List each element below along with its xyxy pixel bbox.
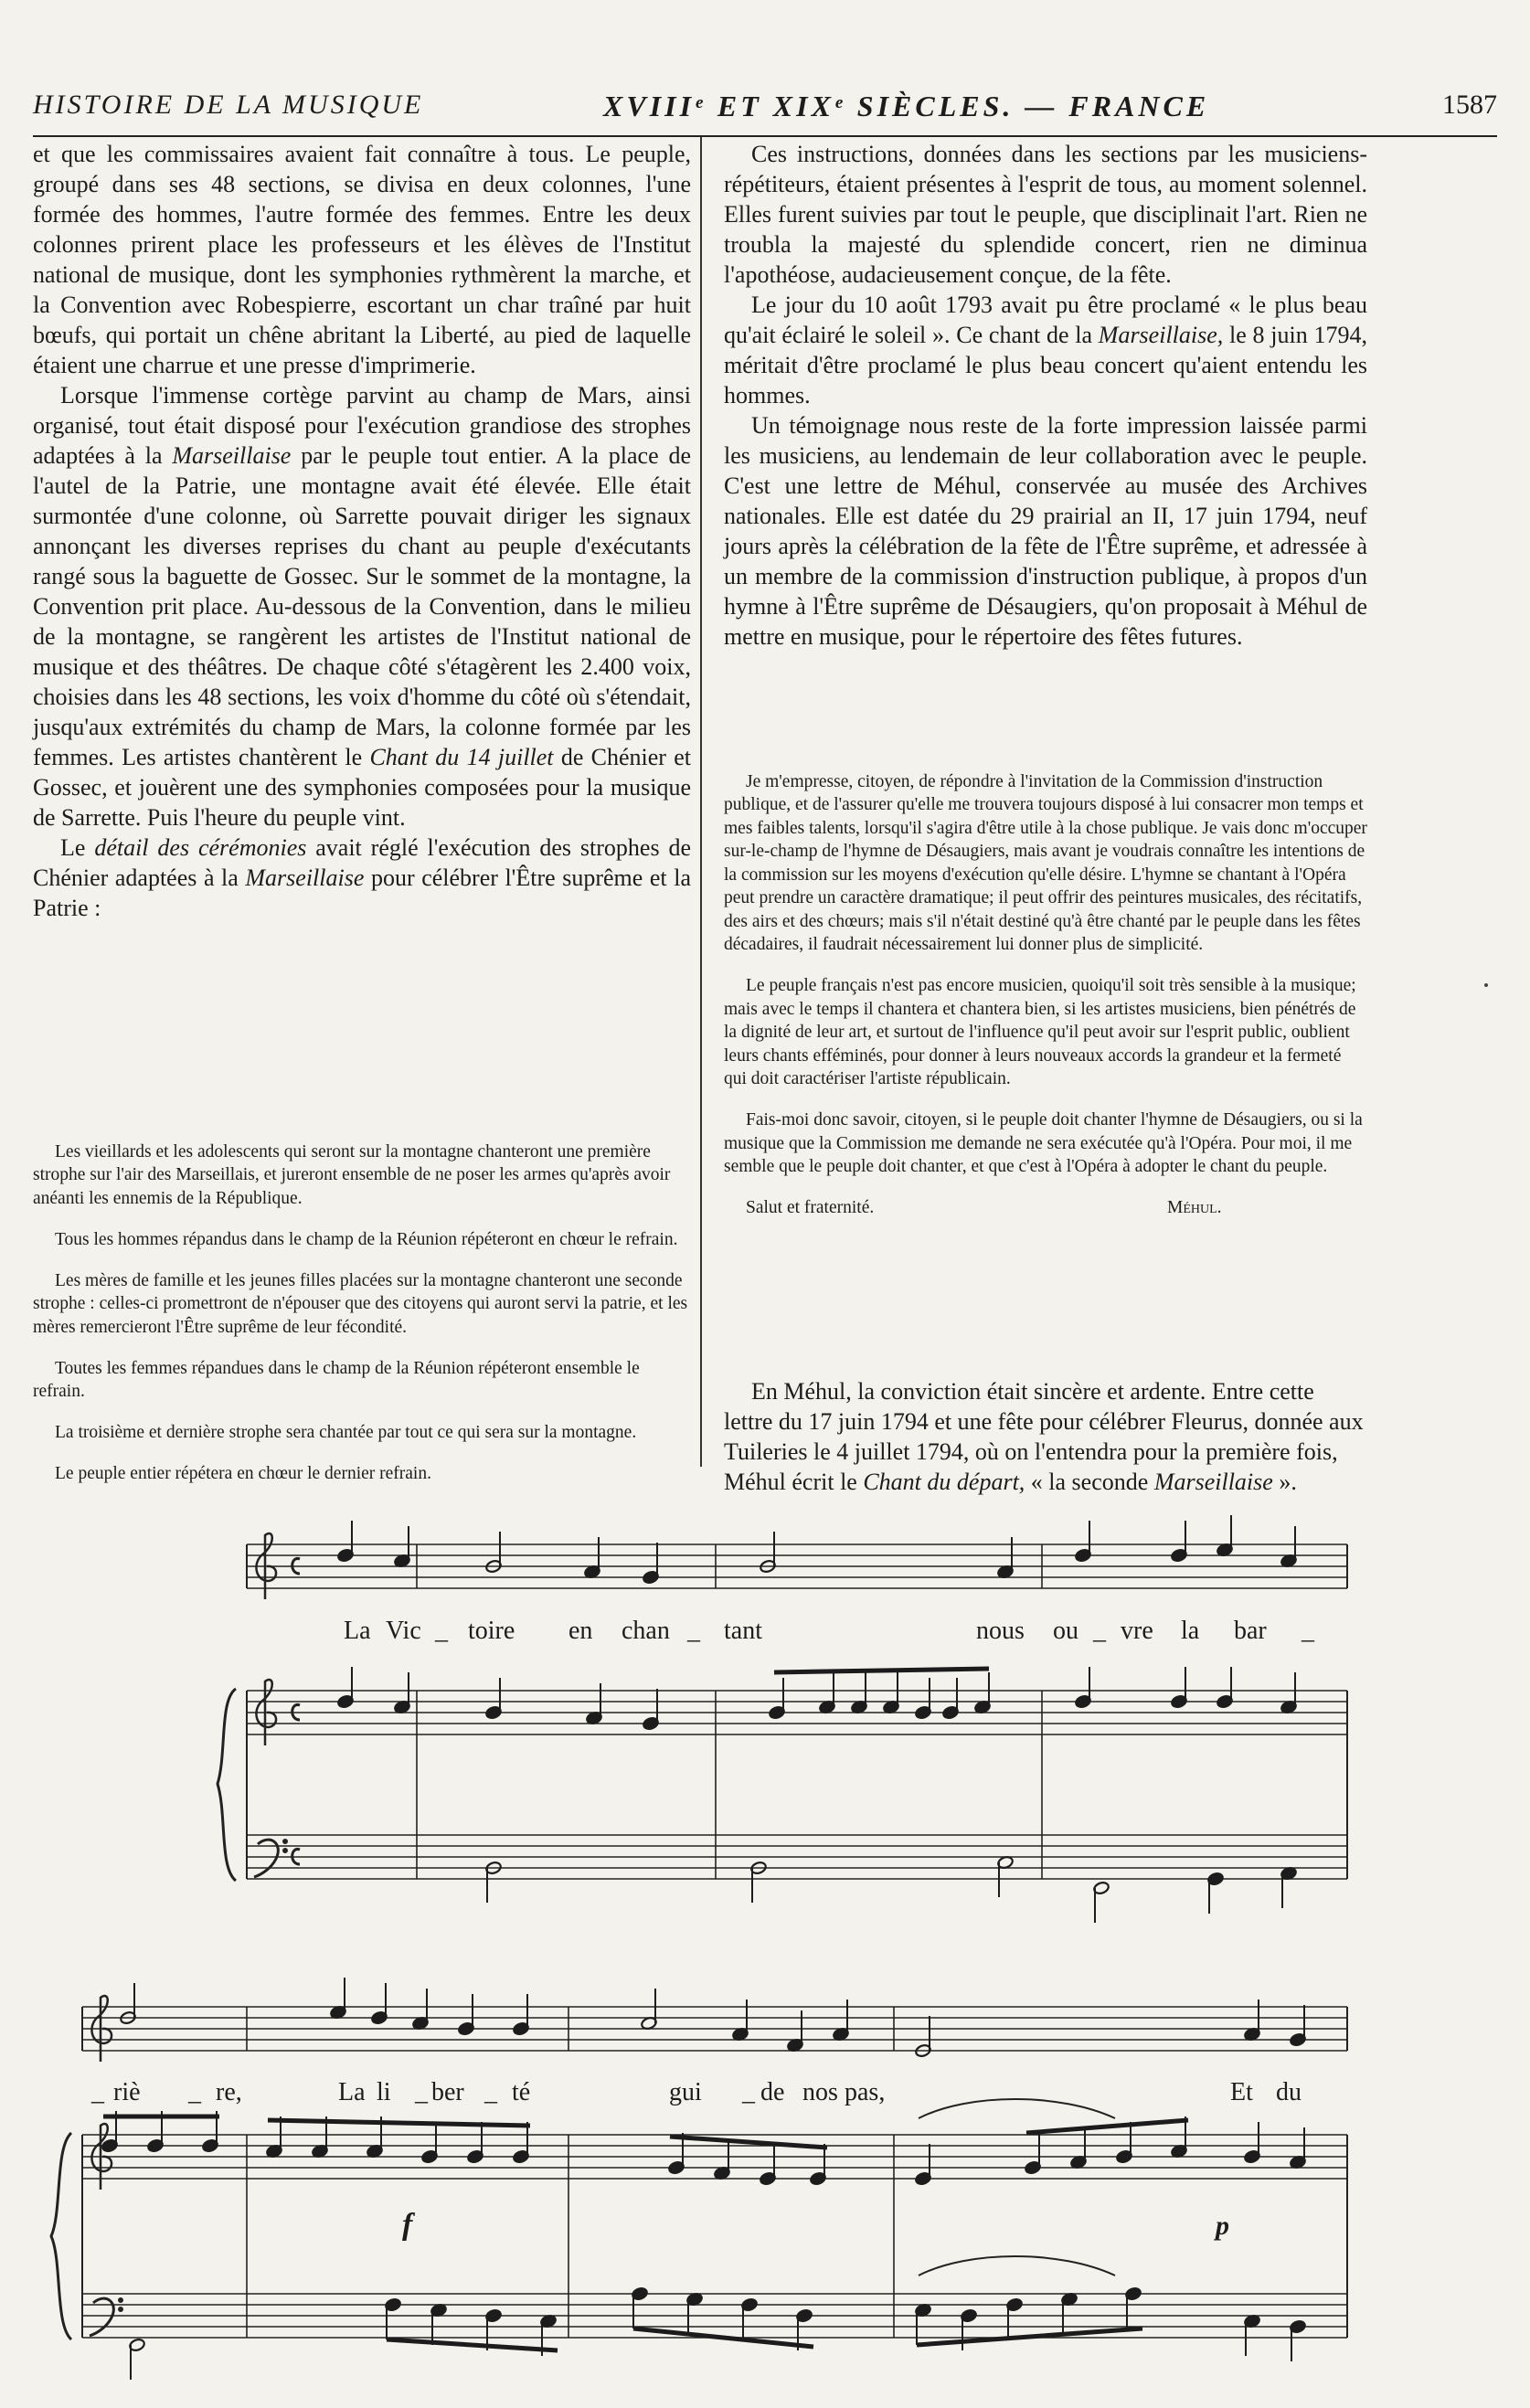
lyric-syllable: gui <box>669 2078 702 2106</box>
page-number: 1587 <box>1442 90 1497 120</box>
header-center-title: XVIIIᵉ ET XIXᵉ SIÈCLES. — FRANCE <box>603 90 1210 122</box>
system-1-bass-staff <box>247 1835 1347 1879</box>
piano-treble-note <box>1171 1667 1188 1709</box>
voice-note <box>330 1978 347 2020</box>
right-paragraph-2: Le jour du 10 août 1793 avait pu être proclamé « le plus beau qu'ait éclairé le soleil ». Ce chant de la Marseillaise, le 8 juin 1794, méritait d'être proclamé le plus beau concert qu'aient entendu les hommes. <box>724 292 1367 408</box>
voice-note <box>1280 1526 1298 1568</box>
lyric-syllable: en <box>568 1617 593 1645</box>
piano-treble-note <box>266 2116 283 2159</box>
quote-line: La troisième et dernière strophe sera chantée par tout ce qui sera sur la montagne. <box>55 1423 637 1442</box>
piano-treble-note <box>1290 2127 1307 2169</box>
beam <box>268 2120 530 2126</box>
piano-treble-note <box>337 1667 355 1709</box>
lyric-syllable: re, <box>216 2078 242 2106</box>
lyric-syllable: té <box>512 2078 531 2106</box>
dynamic-forte: f <box>402 2208 413 2242</box>
piano-treble-note <box>883 1672 900 1714</box>
bass-note <box>1280 1866 1298 1908</box>
letter-paragraph: Fais-moi donc savoir, citoyen, si le peuple doit chanter l'hymne de Désaugiers, ou si la musique que la Commission me demande ne sera exécutée qu'à l'Opéra. Pour moi, il me semble que le peuple doit chanter, et que c'est à l'Opéra à adopter le chant du peuple. <box>724 1110 1363 1176</box>
beam <box>387 2339 558 2350</box>
lyric-syllable: nos <box>802 2078 838 2106</box>
lyric-syllable: _ <box>188 2078 201 2106</box>
bass-note <box>1207 1872 1225 1914</box>
voice-note <box>371 1983 388 2025</box>
letter-paragraph: Le peuple français n'est pas encore musicien, quoiqu'il soit très sensible à la musique; mais avec le temps il chantera et chantera bien, si les artistes musiciens, bien pénétrés de la dignité de leur art, et surtout de l'influence qu'il peut avoir sur l'esprit public, oublient leurs chants efféminés, pour donner à leurs nouveaux accords la grandeur et la fermeté qui doit caractériser l'artiste républicain. <box>724 976 1356 1088</box>
voice-note <box>833 2000 850 2042</box>
left-paragraph-2: Lorsque l'immense cortège parvint au champ de Mars, ainsi organisé, tout était disposé pour l'exécution grandiose des strophes adaptées à la Marseillaise par le peuple tout entier. A la place de l'autel de la Patrie, une montagne avait été élevée. Elle était surmontée d'une colonne, où Sarrette pouvait diriger les signaux annonçant les diverses reprises du chant au peuple d'exécutants rangé sous la baguette de Gossec. Sur le sommet de la montagne, la Convention prit place. Au-dessous de la Convention, dans le milieu de la montagne, se rangèrent les artistes de l'Institut national de musique et des théâtres. De chaque côté s'étagèrent les 2.400 voix, choisies dans les 48 sections, les voix d'homme du côté où s'étendait, jusqu'aux extrémités du champ de Mars, la colonne formée par les femmes. Les artistes chantèrent le Chant du 14 juillet de Chénier et Gossec, et jouèrent une des symphonies composées pour la musique de Sarrette. Puis l'heure du peuple vint. <box>33 382 691 831</box>
piano-treble-note <box>915 1678 932 1720</box>
voice-note <box>120 1983 137 2025</box>
lyric-syllable: la <box>1181 1617 1200 1645</box>
voice-note <box>643 1543 660 1585</box>
header-left-title: HISTOIRE DE LA MUSIQUE <box>33 90 424 120</box>
piano-treble-note <box>851 1672 868 1714</box>
letter-paragraph: Je m'empresse, citoyen, de répondre à l'invitation de la Commission d'instruction publique, et de l'assurer qu'elle me trouvera toujours disposé à lui consacrer mon temps et mes faibles talents, lorsqu'il s'agira d'être utile à la chose publique. Je vais donc m'occuper sur-le-champ de l'hymne de Désaugiers, mais avant je voudrais connaître les intentions de la commission sur les moyens d'exécution qu'elle désire. L'hymne se chantant à l'Opéra peut prendre un caractère dramatique; il peut offrir des peintures musicales, des récitatifs, des airs et des chœurs; mais s'il n'était destiné qu'à être chanté par le peuple dans les fêtes décadaires, il faudrait nécessairement lui donner plus de simplicité. <box>724 771 1367 954</box>
quote-line: Les vieillards et les adolescents qui seront sur la montagne chanteront une première strophe sur l'air des Marseillais, et jureront ensemble de ne poser les armes qu'après avoir anéanti les ennemis de la République. <box>33 1141 671 1208</box>
bass-note <box>1125 2286 1142 2328</box>
voice-note <box>513 1994 530 2036</box>
right-paragraph-3: Un témoignage nous reste de la forte impression laissée parmi les musiciens, au lendemain de leur collaboration avec le peuple. C'est une lettre de Méhul, conservée au musée des Archives nationales. Elle est datée du 29 prairial an II, 17 juin 1794, neuf jours après la célébration de la fête de l'Être suprême, et adressée à un membre de la commission d'instruction publique, à propos d'un hymne à l'Être suprême de Désaugiers, qu'on proposait à Méhul de mettre en musique, pour le répertoire des fêtes futures. <box>724 412 1367 650</box>
voice-note <box>787 2010 804 2053</box>
piano-treble-note <box>643 1689 660 1731</box>
lyric-syllable: _ <box>687 1617 700 1645</box>
beam <box>774 1669 989 1672</box>
lyric-syllable: _ <box>484 2078 497 2106</box>
bass-note <box>485 1861 503 1903</box>
lyric-syllable: ou <box>1053 1617 1078 1645</box>
left-paragraph-3: Le détail des cérémonies avait réglé l'exécution des strophes de Chénier adaptées à la Marseillaise pour célébrer l'Être suprême et la Patrie : <box>33 834 692 921</box>
piano-treble-note <box>421 2122 439 2164</box>
lyric-syllable: tant <box>724 1617 762 1645</box>
lyric-syllable: riè <box>113 2078 141 2106</box>
piano-treble-note <box>1280 1672 1298 1714</box>
voice-note <box>1217 1515 1234 1557</box>
voice-note <box>412 1989 430 2031</box>
piano-treble-note <box>586 1683 603 1725</box>
voice-note <box>394 1526 411 1568</box>
piano-treble-note <box>1244 2122 1261 2164</box>
voice-note <box>584 1537 601 1579</box>
piano-treble-note <box>1075 1667 1092 1709</box>
voice-note <box>337 1521 355 1563</box>
bass-note <box>686 2292 704 2334</box>
voice-note <box>641 1989 658 2031</box>
piano-treble-note <box>1116 2122 1133 2164</box>
voice-note <box>915 2016 932 2058</box>
system-2-voice-staff <box>82 2007 1347 2051</box>
lyric-syllable: Et <box>1230 2078 1253 2106</box>
lyric-syllable: ber <box>431 2078 464 2106</box>
piano-treble-note <box>942 1678 960 1720</box>
bass-note <box>1244 2314 1261 2356</box>
lyric-syllable: Vic <box>386 1617 421 1645</box>
piano-treble-note <box>915 2144 932 2186</box>
left-paragraph-1: et que les commissaires avaient fait connaître à tous. Le peuple, groupé dans ses 48 sections, se divisa en deux colonnes, l'une formée des hommes, l'autre formée des femmes. Entre les deux colonnes prirent place les professeurs et les élèves de l'Institut national de musique, dont les symphonies rythmèrent la marche, et la Convention avec Robespierre, escortant un char traîné par huit bœufs, qui portait un chêne abritant la Liberté, au pied de laquelle étaient une charrue et une presse d'imprimerie. <box>33 141 691 378</box>
piano-treble-note <box>769 1678 786 1720</box>
quote-line: Le peuple entier répétera en chœur le dernier refrain. <box>55 1464 431 1483</box>
right-paragraph-4: En Méhul, la conviction était sincère et ardente. Entre cette lettre du 17 juin 1794 et une fête pour célébrer Fleurus, donnée aux Tuileries le 4 juillet 1794, où on l'entendra pour la première fois, Méhul écrit le Chant du départ, « la seconde Marseillaise ». <box>724 1378 1364 1495</box>
bass-note <box>741 2297 759 2339</box>
quote-line: Les mères de famille et les jeunes filles placées sur la montagne chanteront une seconde strophe : celles-ci promettront de n'épouser que des citoyens qui auront servi la patrie, et les mères remercieront l'Être suprême de leur fécondité. <box>33 1270 688 1337</box>
voice-note <box>1171 1521 1188 1563</box>
quote-line: Toutes les femmes répandues dans le champ de la Réunion répéteront ensemble le refrain. <box>33 1358 640 1401</box>
voice-note <box>760 1532 777 1574</box>
right-paragraph-1: Ces instructions, données dans les sections par les musiciens-répétiteurs, étaient présentes à l'esprit de tous, au moment solennel. Elles furent suivies par tout le peuple, que disciplinait l'art. Rien ne troubla la majesté du splendide concert, rien ne diminua l'apothéose, audacieusement conçue, de la fête. <box>724 141 1367 288</box>
voice-note <box>485 1532 503 1574</box>
lyric-syllable: chan <box>622 1617 670 1645</box>
piano-treble-note <box>974 1672 992 1714</box>
piano-treble-note <box>760 2144 777 2186</box>
voice-note <box>997 1537 1015 1579</box>
piano-treble-note <box>394 1672 411 1714</box>
lyric-syllable: du <box>1276 2078 1302 2106</box>
bass-note <box>1061 2292 1078 2334</box>
dynamic-piano: p <box>1216 2211 1229 2241</box>
piano-treble-note <box>467 2122 484 2164</box>
bass-note <box>1290 2319 1307 2361</box>
letter-salutation: Salut et fraternité. <box>746 1198 875 1217</box>
piano-treble-note <box>714 2138 731 2180</box>
lyric-syllable: vre <box>1121 1617 1153 1645</box>
voice-note <box>1075 1521 1092 1563</box>
lyric-syllable: li <box>377 2078 391 2106</box>
beam <box>917 2328 1142 2345</box>
beam <box>1026 2120 1188 2133</box>
voice-note <box>732 2000 749 2042</box>
bass-note <box>915 2303 932 2345</box>
lyric-syllable: toire <box>468 1617 515 1645</box>
bass-note <box>750 1861 768 1903</box>
piano-treble-note <box>485 1678 503 1720</box>
piano-treble-note <box>1025 2133 1042 2175</box>
lyric-syllable: _ <box>415 2078 428 2106</box>
piano-treble-note <box>819 1672 836 1714</box>
piano-treble-note <box>810 2144 827 2186</box>
lyric-syllable: _ <box>435 1617 448 1645</box>
lyric-syllable: nous <box>976 1617 1025 1645</box>
voice-note <box>458 1994 475 2036</box>
lyric-syllable: _ <box>742 2078 755 2106</box>
lyric-syllable: _ <box>1093 1617 1106 1645</box>
bass-note <box>997 1855 1015 1897</box>
piano-treble-note <box>1070 2127 1088 2169</box>
piano-treble-note <box>513 2122 530 2164</box>
lyric-syllable: _ <box>91 2078 104 2106</box>
lyric-syllable: La <box>338 2078 366 2106</box>
bass-note <box>1093 1881 1110 1923</box>
voice-note <box>1290 2005 1307 2047</box>
bass-note <box>961 2308 978 2350</box>
bass-note <box>430 2303 448 2345</box>
bass-note <box>1006 2297 1024 2339</box>
lyric-syllable: _ <box>1302 1617 1314 1645</box>
lyric-syllable: de <box>760 2078 785 2106</box>
letter-signature: Méhul. <box>1167 1198 1222 1217</box>
quote-line: Tous les hommes répandus dans le champ de la Réunion répéteront en chœur le refrain. <box>55 1229 678 1249</box>
lyric-syllable: bar <box>1234 1617 1267 1645</box>
bass-note <box>129 2338 146 2380</box>
bass-note <box>385 2297 402 2339</box>
lyric-syllable: La <box>344 1617 371 1645</box>
lyric-syllable: pas, <box>845 2078 886 2106</box>
piano-treble-note <box>1217 1667 1234 1709</box>
voice-note <box>1244 2000 1261 2042</box>
bass-note <box>632 2286 649 2328</box>
system-2-bass-staff <box>82 2294 1347 2338</box>
